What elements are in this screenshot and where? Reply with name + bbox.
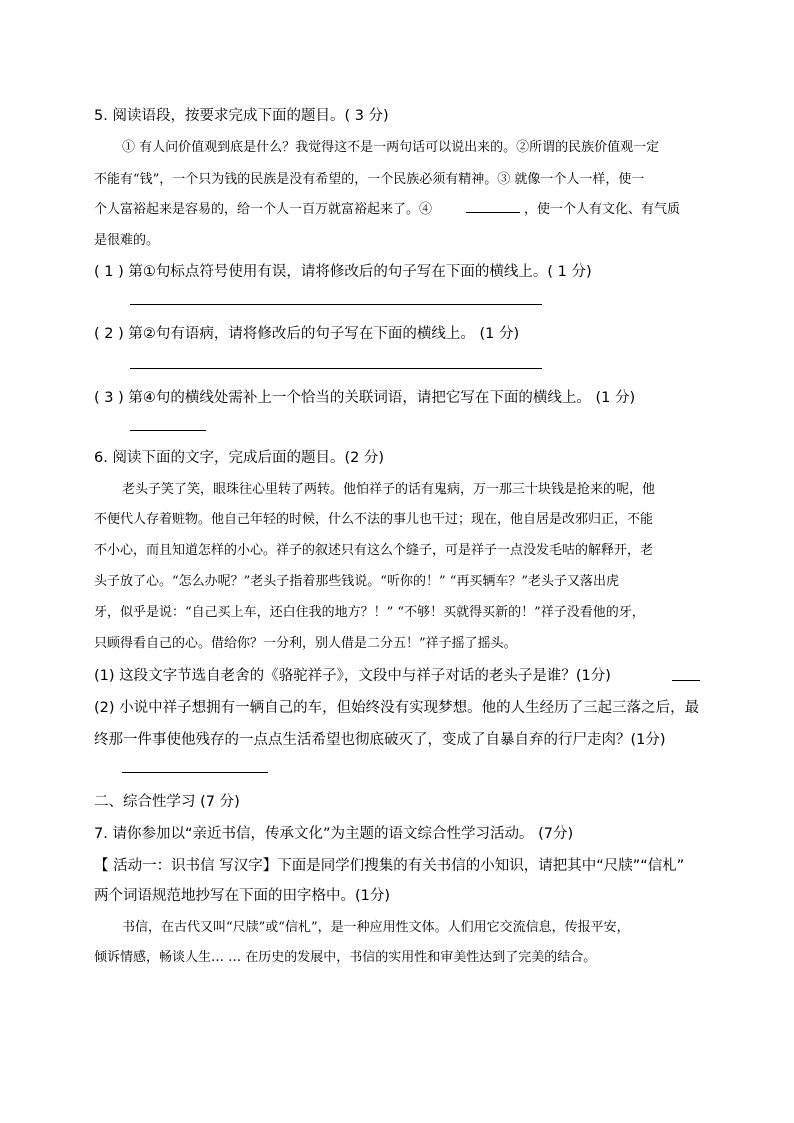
q6-passage-line-5: 牙，似乎是说：“自己买上车，还白住我的地方？！” “不够！买就得买新的！”祥子没看他的牙，	[94, 605, 645, 620]
q6-passage-line-1: 老头子笑了笑，眼珠往心里转了两转。他怕祥子的话有鬼病，万一那三十块钱是抢来的呢，他	[122, 482, 656, 497]
q7-passage-line-2: 倾诉情感，畅谈人生… … 在历史的发展中，书信的实用性和审美性达到了完美的结合。	[94, 950, 597, 965]
q7-activity-line-2: 两个词语规范地抄写在下面的田字格中。(1分)	[94, 888, 391, 904]
q6-passage-line-6: 只顾得看自己的心。借给你？一分利，别人借是二分五！”祥子摇了摇头。	[94, 636, 517, 651]
section2-heading: 二、综合性学习 (7 分)	[94, 794, 240, 810]
q5-title: 5. 阅读语段，按要求完成下面的题目。( 3 分)	[94, 108, 389, 124]
q5-sub1: ( 1 ) 第①句标点符号使用有误，请将修改后的句子写在下面的横线上。( 1 分)	[94, 264, 592, 280]
q6-sub1: (1) 这段文字节选自老舍的《骆驼祥子》，文段中与祥子对话的老头子是谁？(1分)	[94, 668, 611, 684]
q7-title: 7. 请你参加以“亲近书信，传承文化”为主题的语文综合性学习活动。 (7分)	[94, 826, 574, 842]
q6-sub2-answer-line[interactable]	[122, 772, 268, 773]
q5-passage-line-3b: ，使一个人有文化、有气质	[524, 202, 681, 217]
q5-sub1-answer-line[interactable]	[130, 304, 542, 305]
q5-sub2-answer-line[interactable]	[130, 368, 542, 369]
q5-sub3: ( 3 ) 第④句的横线处需补上一个恰当的关联词语，请把它写在下面的横线上。 (1 分)	[94, 390, 636, 406]
q6-title: 6. 阅读下面的文字，完成后面的题目。(2 分)	[94, 450, 385, 466]
q5-sub2: ( 2 ) 第②句有语病，请将修改后的句子写在下面的横线上。 (1 分)	[94, 326, 520, 342]
q6-passage-line-3: 不小心，而且知道怎样的小心。祥子的叙述只有这么个缝子，可是祥子一点没发毛咕的解释开，老	[94, 543, 654, 558]
q5-passage-line-4: 是很难的。	[94, 233, 160, 248]
q5-inline-blank[interactable]	[466, 212, 520, 213]
q7-activity-text: 下面是同学们搜集的有关书信的小知识，请把其中“尺牍”“信札”	[277, 858, 685, 874]
q7-activity-line-1	[94, 854, 684, 875]
q7-activity-label: 【 活动一：识书信 写汉字】	[94, 858, 278, 874]
q5-passage-line-3: 个人富裕起来是容易的，给一个人一百万就富裕起来了。④	[94, 202, 433, 217]
q6-sub1-answer-line[interactable]	[672, 680, 700, 681]
q5-sub3-answer-line[interactable]	[130, 430, 206, 431]
q6-passage-line-4: 头子放了心。“怎么办呢？”老头子指着那些钱说。“听你的！” “再买辆车？”老头子又落出虎	[94, 574, 620, 589]
q5-passage-line-2: 不能有“钱”，一个只为钱的民族是没有希望的，一个民族必须有精神。③ 就像一个人一样，使一	[94, 172, 645, 187]
q6-sub2-line-2: 终那一件事使他残存的一点点生活希望也彻底破灭了，变成了自暴自弃的行尸走肉？(1分)	[94, 732, 666, 748]
q7-passage-line-1: 书信，在古代又叫“尺牍”或“信札”，是一种应用性文体。人们用它交流信息，传报平安，	[122, 920, 630, 935]
q6-sub2-line-1: (2) 小说中祥子想拥有一辆自己的车，但始终没有实现梦想。他的人生经历了三起三落之后，最	[94, 700, 700, 716]
q6-passage-line-2: 不便代人存着赃物。他自己年轻的时候，什么不法的事儿也干过；现在，他自居是改邪归正，不能	[94, 512, 654, 527]
q5-passage-line-1: ① 有人问价值观到底是什么？我觉得这不是一两句话可以说出来的。②所谓的民族价值观一定	[122, 140, 660, 155]
